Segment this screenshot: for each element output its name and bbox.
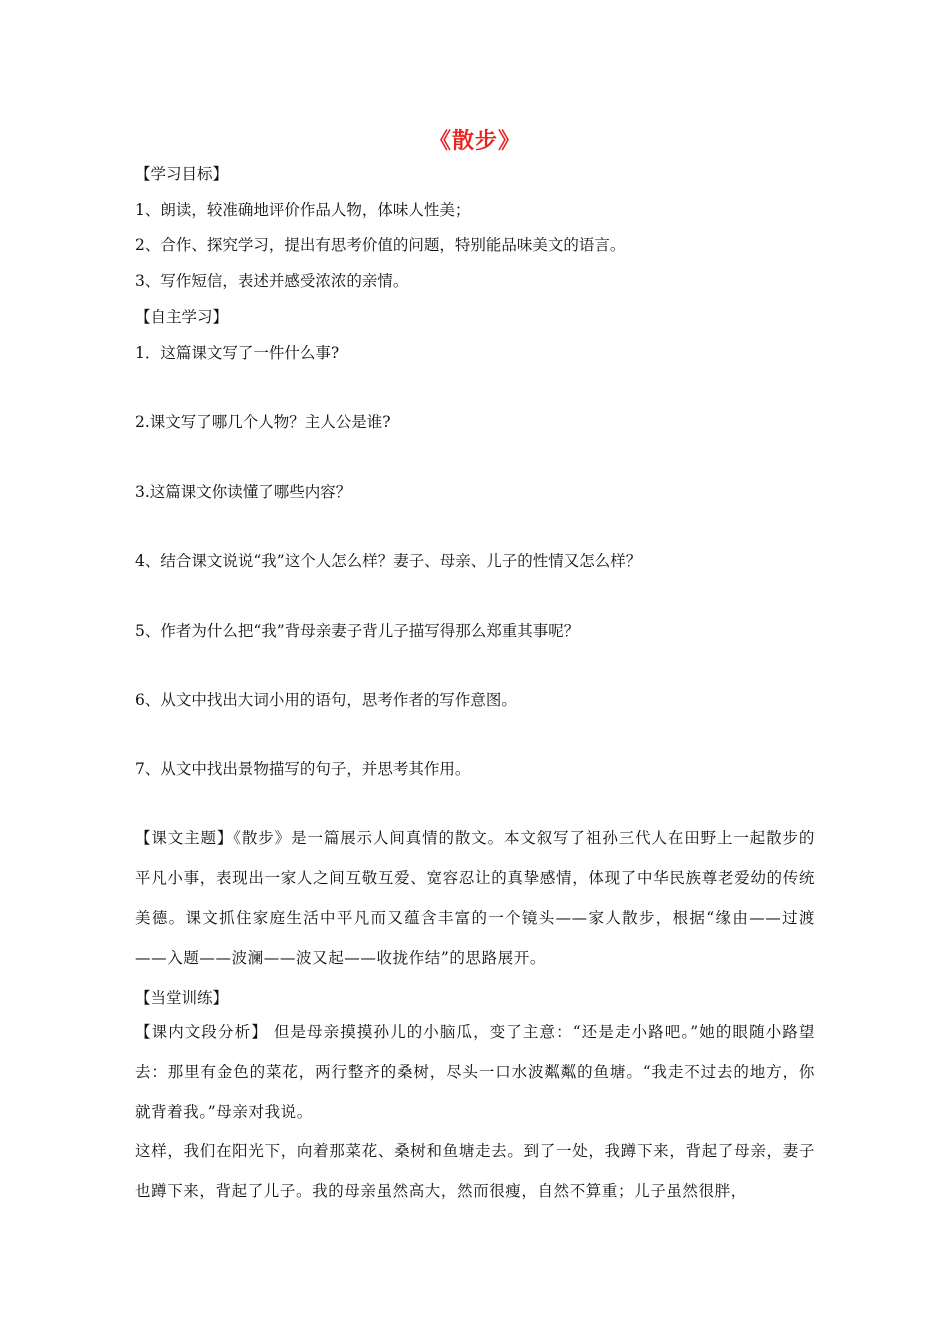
theme-paragraph: 【课文主题】《散步》是一篇展示人间真情的散文。本文叙写了祖孙三代人在田野上一起散步的平凡小事，表现出一家人之间互敬互爱、宽容忍让的真挚感情，体现了中华民族尊老爱幼的传统美德。课文抓住家庭生活中平凡而又蕴含丰富的一个镜头——家人散步，根据“缘由——过渡——入题——波澜——波又起——收拢作结”的思路展开。 [135,829,815,967]
goal-item-2: 2、合作、探究学习，提出有思考价值的问题，特别能品味美文的语言。 [135,236,626,254]
question-3: 3.这篇课文你读懂了哪些内容？ [135,483,352,501]
self-study-heading: 【自主学习】 [135,308,229,326]
question-1: 1．这篇课文写了一件什么事? [135,344,340,362]
question-2: 2.课文写了哪几个人物？主人公是谁? [135,413,391,431]
practice-heading: 【当堂训练】 [135,989,229,1007]
analysis-paragraph: 【课内文段分析】 但是母亲摸摸孙儿的小脑瓜，变了主意：“还是走小路吧。”她的眼随小路望去：那里有金色的菜花，两行整齐的桑树，尽头一口水波粼粼的鱼塘。“我走不过去的地方，你就背着我。”母亲对我说。 [135,1023,815,1121]
goals-heading: 【学习目标】 [135,165,229,183]
question-6: 6、从文中找出大词小用的语句，思考作者的写作意图。 [135,691,517,709]
question-4: 4、结合课文说说“我”这个人怎么样？妻子、母亲、儿子的性情又怎么样？ [135,552,642,570]
question-7: 7、从文中找出景物描写的句子，并思考其作用。 [135,760,471,778]
goal-item-3: 3、写作短信，表述并感受浓浓的亲情。 [135,272,409,290]
question-5: 5、作者为什么把“我”背母亲妻子背儿子描写得那么郑重其事呢？ [135,622,580,640]
goal-item-1: 1、朗读，较准确地评价作品人物，体味人性美； [135,201,471,219]
page-title: 《散步》 [428,129,521,154]
passage-paragraph: 这样，我们在阳光下，向着那菜花、桑树和鱼塘走去。到了一处，我蹲下来，背起了母亲，妻子也蹲下来，背起了儿子。我的母亲虽然高大，然而很瘦，自然不算重；儿子虽然很胖， [135,1142,815,1200]
